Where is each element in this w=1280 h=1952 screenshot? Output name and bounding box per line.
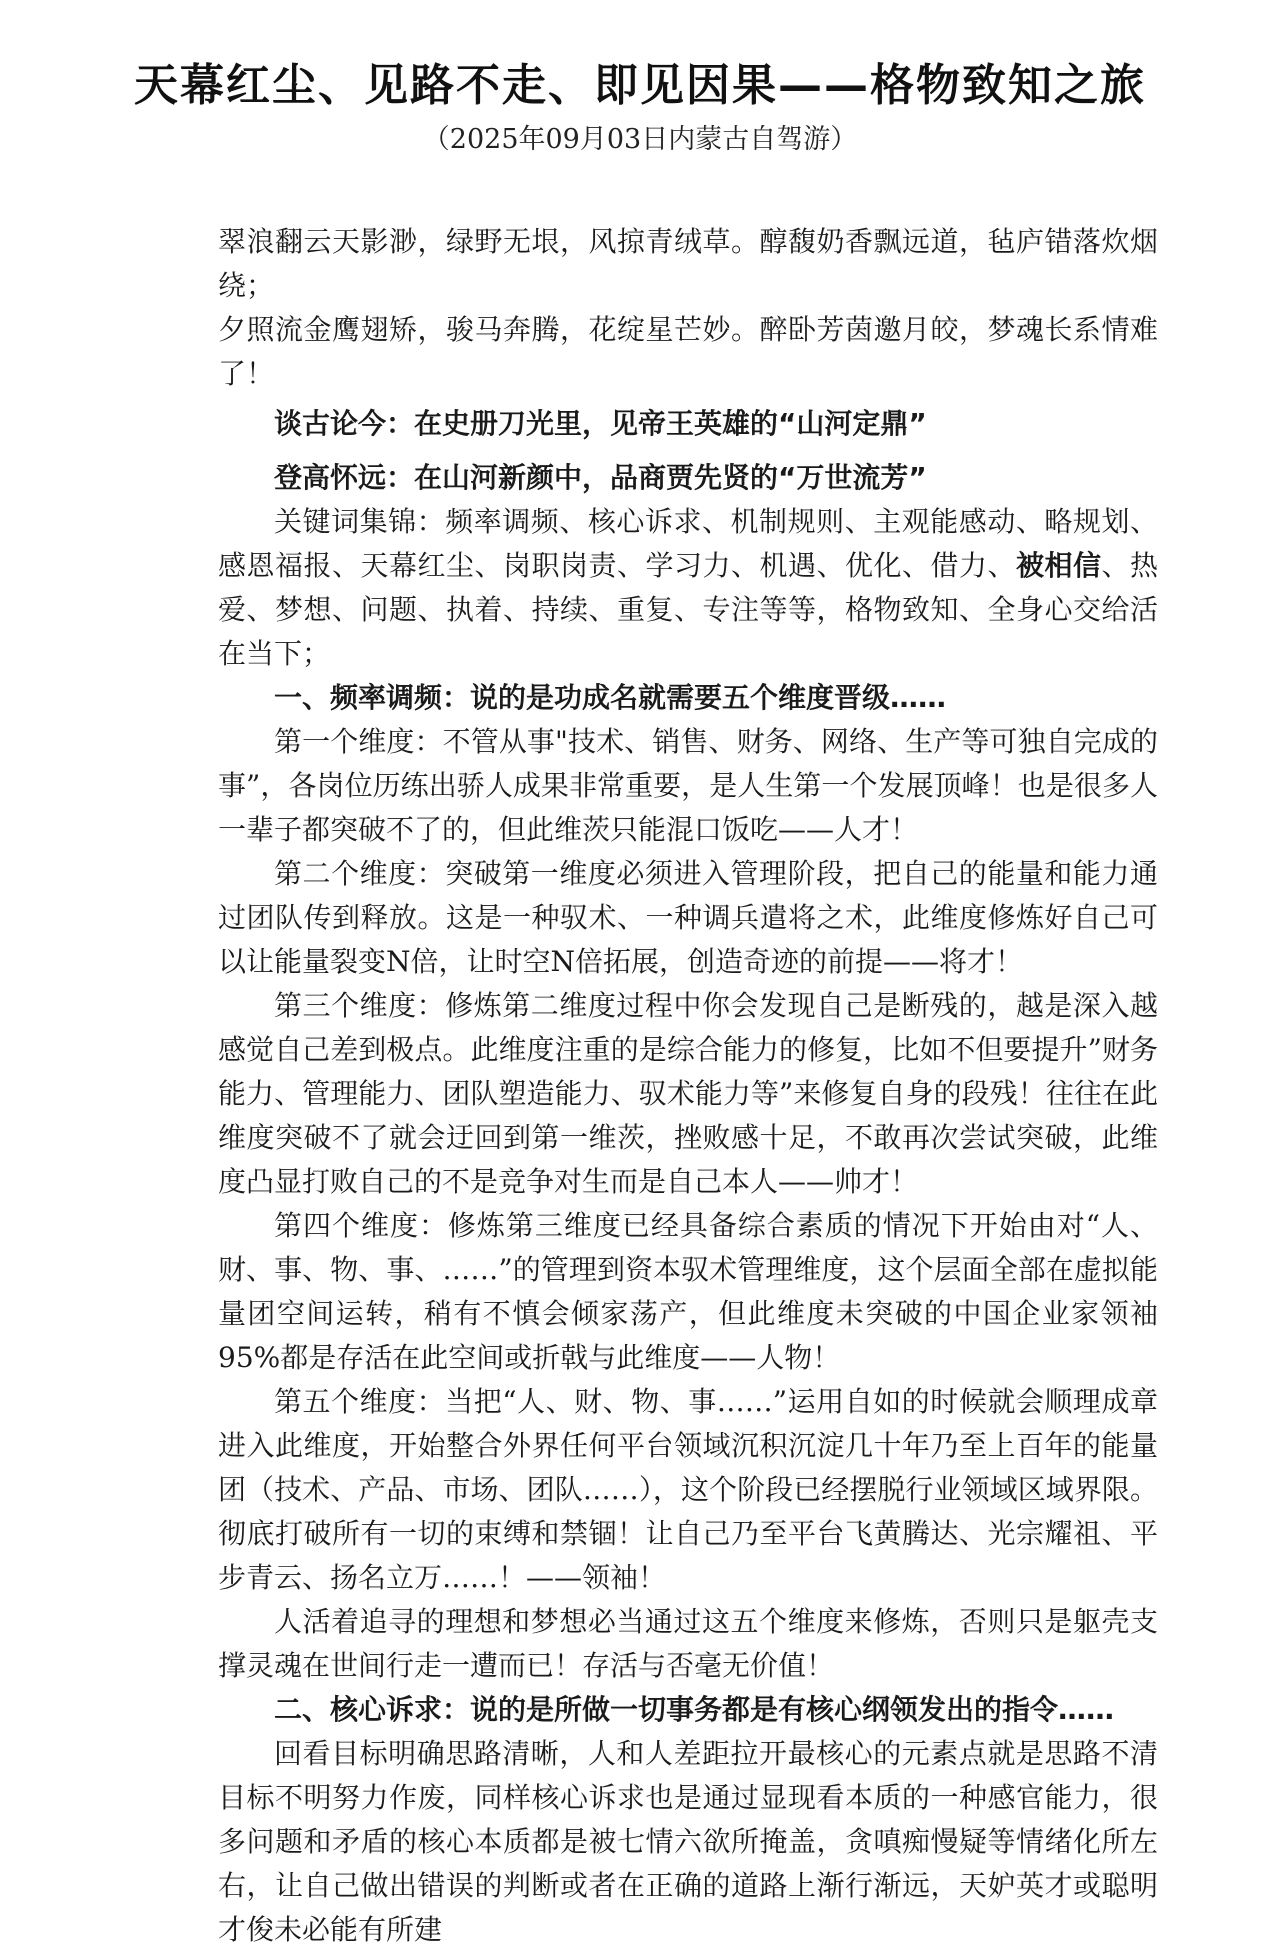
tagline-2: 登高怀远：在山河新颜中，品商贾先贤的“万世流芳” — [274, 461, 927, 494]
keywords-before: 关键词集锦：频率调频、核心诉求、机制规则、主观能感动、略规划、感恩福报、天幕红尘、岗职岗责、学习力、机遇、优化、借力、 — [218, 505, 1158, 582]
section-1-heading: 一、频率调频：说的是功成名就需要五个维度晋级…… — [274, 681, 947, 714]
dimension-1-paragraph: 第一个维度：不管从事"技术、销售、财务、网络、生产等可独自完成的事”，各岗位历练出骄人成果非常重要，是人生第一个发展顶峰！也是很多人一辈子都突破不了的，但此维茨只能混口饭吃——人才！ — [218, 725, 1158, 846]
keywords-bold: 被相信 — [1015, 549, 1102, 582]
keywords-after: 、热爱、梦想、问题、执着、持续、重复、专注等等，格物致知、全身心交给活在当下； — [218, 549, 1158, 670]
document-title: 天幕红尘、见路不走、即见因果——格物致知之旅 — [134, 60, 1146, 111]
document-subtitle: （2025年09月03日内蒙古自驾游） — [422, 124, 858, 155]
dimension-4-paragraph: 第四个维度：修炼第三维度已经具备综合素质的情况下开始由对“人、财、事、物、事、……”的管理到资本驭术管理维度，这个层面全部在虚拟能量团空间运转，稍有不慎会倾家荡产，但此维度未突破的中国企业家领袖95%都是存活在此空间或折戟与此维度——人物！ — [218, 1209, 1158, 1374]
dimension-5-paragraph: 第五个维度：当把“人、财、物、事……”运用自如的时候就会顺理成章进入此维度，开始整合外界任何平台领域沉积沉淀几十年乃至上百年的能量团（技术、产品、市场、团队……），这个阶段已经摆脱行业领域区域界限。彻底打破所有一切的束缚和禁锢！让自己乃至平台飞黄腾达、光宗耀祖、平步青云、扬名立万……！——领袖！ — [218, 1385, 1158, 1594]
poem-line-1: 翠浪翻云天影渺，绿野无垠，风掠青绒草。醇馥奶香飘远道，毡庐错落炊烟绕； — [218, 225, 1158, 302]
poem-line-2: 夕照流金鹰翅矫，骏马奔腾，花绽星芒妙。醉卧芳茵邀月皎，梦魂长系情难了！ — [218, 313, 1158, 390]
tagline-1: 谈古论今：在史册刀光里，见帝王英雄的“山河定鼎” — [274, 407, 927, 440]
document-body — [218, 220, 1158, 1952]
keywords-paragraph — [218, 500, 1158, 676]
dimension-2-paragraph: 第二个维度：突破第一维度必须进入管理阶段，把自己的能量和能力通过团队传到释放。这是一种驭术、一种调兵遣将之术，此维度修炼好自己可以让能量裂变N倍，让时空N倍拓展，创造奇迹的前提——将才！ — [218, 857, 1158, 978]
section-2-heading: 二、核心诉求：说的是所做一切事务都是有核心纲领发出的指令…… — [274, 1693, 1115, 1726]
closing-paragraph: 人活着追寻的理想和梦想必当通过这五个维度来修炼，否则只是躯壳支撑灵魂在世间行走一遭而已！存活与否毫无价值！ — [218, 1605, 1158, 1682]
dimension-3-paragraph: 第三个维度：修炼第二维度过程中你会发现自己是断残的，越是深入越感觉自己差到极点。此维度注重的是综合能力的修复，比如不但要提升”财务能力、管理能力、团队塑造能力、驭术能力等”来修复自身的段残！往往在此维度突破不了就会迂回到第一维茨，挫败感十足，不敢再次尝试突破，此维度凸显打败自己的不是竞争对生而是自己本人——帅才！ — [218, 989, 1158, 1198]
section-2-paragraph: 回看目标明确思路清晰，人和人差距拉开最核心的元素点就是思路不清目标不明努力作废，同样核心诉求也是通过显现看本质的一种感官能力，很多问题和矛盾的核心本质都是被七情六欲所掩盖，贪嗔痴慢疑等情绪化所左右，让自己做出错误的判断或者在正确的道路上渐行渐远，天妒英才或聪明才俊未必能有所建 — [218, 1737, 1158, 1946]
